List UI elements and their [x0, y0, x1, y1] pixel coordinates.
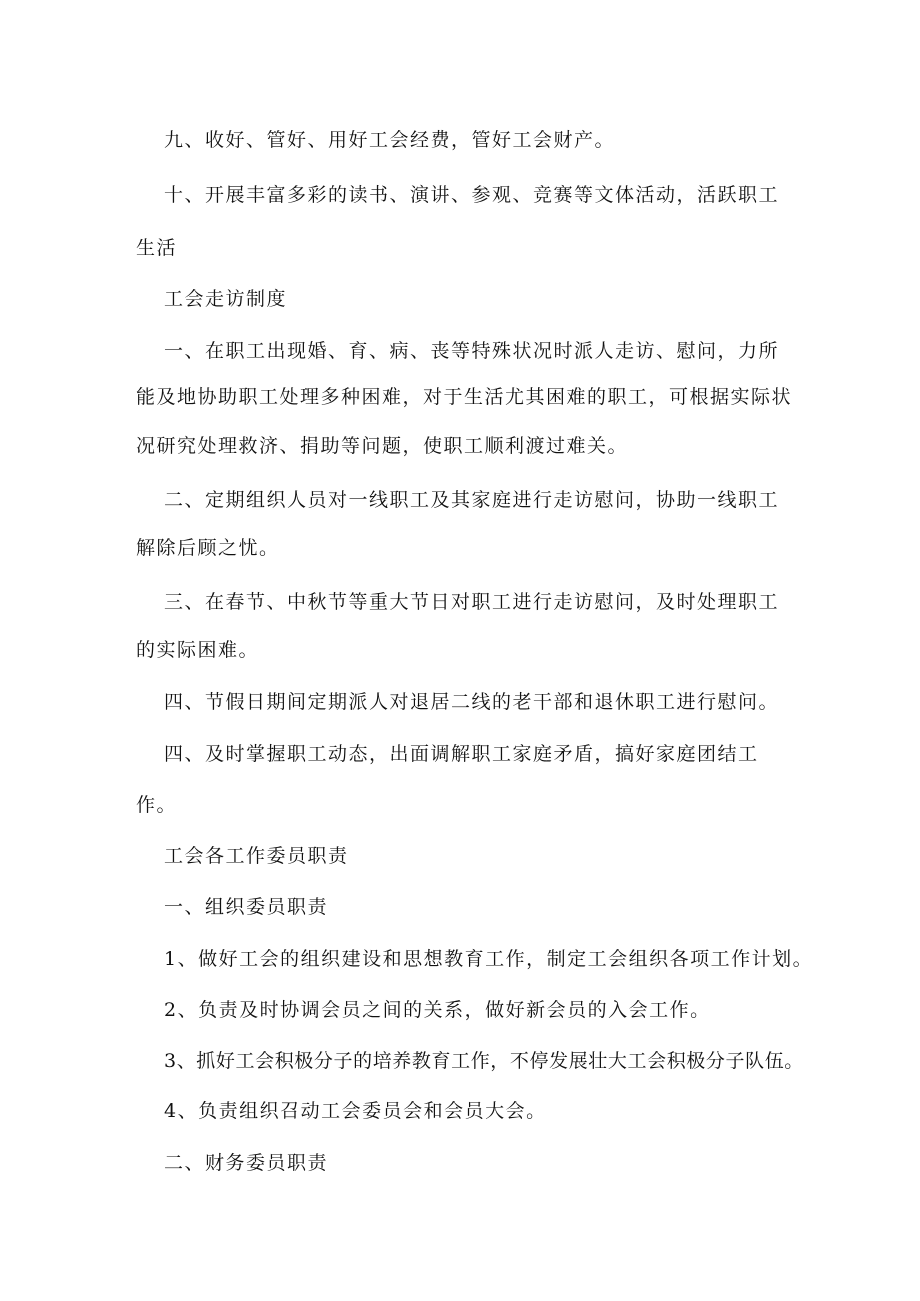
paragraph-line: 2、负责及时协调会员之间的关系，做好新会员的入会工作。	[164, 999, 711, 1021]
paragraph-line: 十、开展丰富多彩的读书、演讲、参观、竞赛等文体活动，活跃职工	[164, 184, 780, 206]
subsection-heading: 一、组织委员职责	[164, 896, 329, 918]
section-heading: 工会走访制度	[164, 288, 288, 310]
paragraph-line: 的实际困难。	[136, 639, 260, 661]
paragraph-line: 况研究处理救济、捐助等问题，使职工顺利渡过难关。	[136, 435, 629, 457]
subsection-heading: 二、财务委员职责	[164, 1152, 329, 1174]
paragraph-line: 四、节假日期间定期派人对退居二线的老干部和退休职工进行慰问。	[164, 691, 780, 713]
paragraph-line: 一、在职工出现婚、育、病、丧等特殊状况时派人走访、慰问，力所	[164, 340, 780, 362]
paragraph-line: 作。	[136, 794, 178, 816]
paragraph-line: 能及地协助职工处理多种困难，对于生活尤其困难的职工，可根据实际状	[136, 386, 793, 408]
paragraph-line: 1、做好工会的组织建设和思想教育工作，制定工会组织各项工作计划。	[164, 948, 814, 970]
paragraph-line: 四、及时掌握职工动态，出面调解职工家庭矛盾，搞好家庭团结工	[164, 743, 759, 765]
paragraph-line: 解除后顾之忧。	[136, 537, 280, 559]
section-heading: 工会各工作委员职责	[164, 845, 349, 867]
paragraph-line: 三、在春节、中秋节等重大节日对职工进行走访慰问，及时处理职工	[164, 591, 780, 613]
paragraph-line: 4、负责组织召动工会委员会和会员大会。	[164, 1100, 547, 1122]
paragraph-line: 九、收好、管好、用好工会经费，管好工会财产。	[164, 129, 616, 151]
paragraph-line: 3、抓好工会积极分子的培养教育工作，不停发展壮大工会积极分子队伍。	[164, 1050, 804, 1072]
paragraph-line: 生活	[136, 237, 178, 259]
paragraph-line: 二、定期组织人员对一线职工及其家庭进行走访慰问，协助一线职工	[164, 489, 780, 511]
